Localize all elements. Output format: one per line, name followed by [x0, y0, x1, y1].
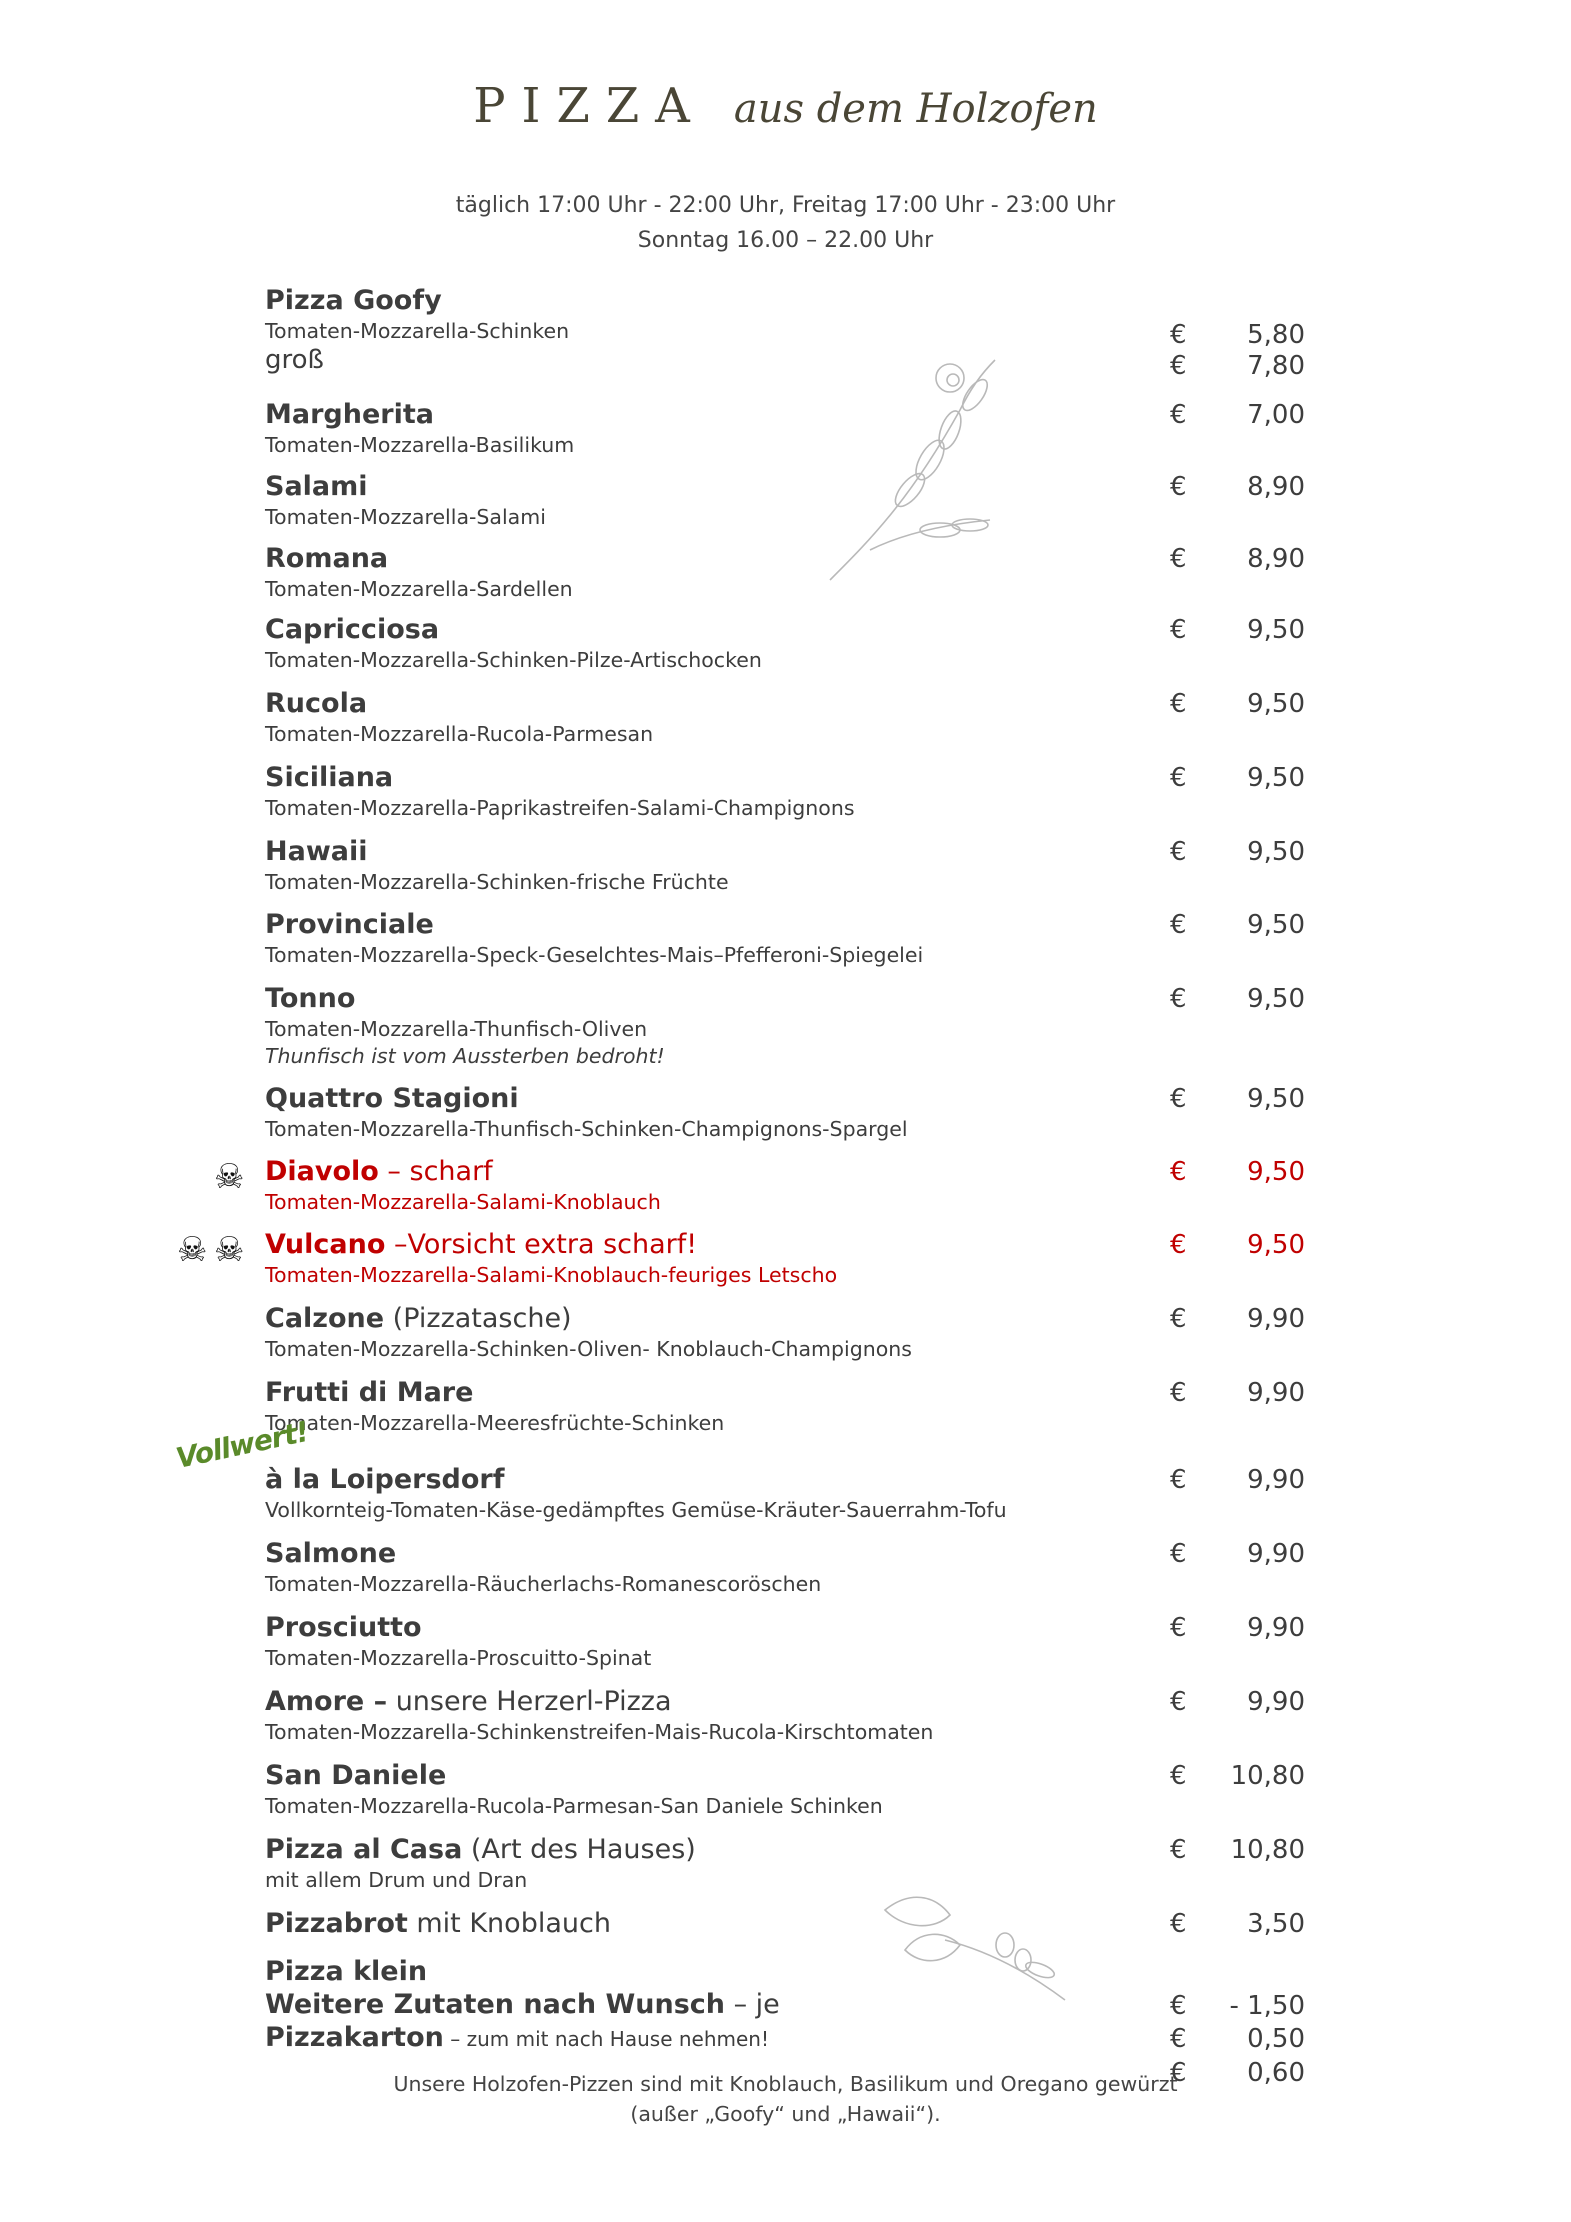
menu-item: [265, 908, 1305, 969]
menu-item-extra: unsere Herzerl-Pizza: [387, 1686, 672, 1717]
menu-item-title: Amore –: [265, 1686, 388, 1717]
menu-item-title: Capricciosa: [265, 614, 440, 645]
currency-symbol: €: [1170, 689, 1187, 719]
menu-item-title: Rucola: [265, 688, 368, 719]
menu-item-title: Salmone: [265, 1538, 397, 1569]
extra-item-title: Pizza klein: [265, 1956, 428, 1987]
extra-item-title: Weitere Zutaten nach Wunsch: [265, 1989, 725, 2020]
menu-item: [265, 398, 1305, 459]
extra-item-note: – je: [725, 1989, 780, 2020]
skull-crossbones-icon: ☠: [214, 1157, 245, 1197]
menu-item: [265, 542, 1305, 603]
currency-symbol: €: [1170, 984, 1187, 1014]
menu-item-description: Tomaten-Mozzarella-Sardellen: [265, 577, 573, 601]
currency-symbol: €: [1170, 1835, 1187, 1865]
menu-item: [265, 470, 1305, 531]
vollwert-badge: Vollwert!: [173, 1414, 311, 1475]
menu-item-description: Tomaten-Mozzarella-Salami: [265, 505, 546, 529]
currency-symbol: €: [1170, 472, 1187, 502]
currency-symbol: €: [1170, 2058, 1187, 2088]
menu-item-description: Tomaten-Mozzarella-Schinken-frische Früchte: [265, 870, 729, 894]
menu-item-price: 9,90: [1247, 1304, 1305, 1334]
skull-crossbones-icon: ☠: [177, 1230, 208, 1270]
menu-item-price: 9,50: [1247, 615, 1305, 645]
menu-item-price: 9,50: [1247, 1230, 1305, 1260]
menu-item: [265, 1082, 1305, 1143]
menu-item-description: Tomaten-Mozzarella-Thunfisch-Schinken-Champignons-Spargel: [265, 1117, 908, 1141]
menu-item-title: Romana: [265, 543, 389, 574]
menu-item: [265, 761, 1305, 822]
currency-symbol: €: [1170, 2024, 1187, 2054]
currency-symbol: €: [1170, 1230, 1187, 1260]
currency-symbol: €: [1170, 837, 1187, 867]
menu-item-description: Tomaten-Mozzarella-Schinken-Pilze-Artischocken: [265, 648, 762, 672]
menu-item-extra: (Pizzatasche): [384, 1303, 572, 1334]
extra-item-name: [265, 2021, 1305, 2056]
menu-item-title: Provinciale: [265, 909, 434, 940]
menu-item-price: 9,90: [1247, 1465, 1305, 1495]
menu-item-price: 7,00: [1247, 400, 1305, 430]
menu-header: [0, 78, 1571, 134]
menu-item-description: Tomaten-Mozzarella-Salami-Knoblauch-feuriges Letscho: [265, 1263, 838, 1287]
menu-item-description: Tomaten-Mozzarella-Meeresfrüchte-Schinken: [265, 1411, 725, 1435]
currency-symbol: €: [1170, 1991, 1187, 2021]
menu-item-price: 9,90: [1247, 1613, 1305, 1643]
currency-symbol: €: [1170, 1157, 1187, 1187]
currency-symbol: €: [1170, 400, 1187, 430]
menu-item: [265, 1228, 1305, 1289]
menu-item-price: 9,50: [1247, 1157, 1305, 1187]
menu-item-price: 9,90: [1247, 1539, 1305, 1569]
menu-item-size-price: 7,80: [1247, 351, 1305, 381]
page-title: PIZZA: [473, 78, 706, 134]
menu-item-price: 9,50: [1247, 1084, 1305, 1114]
menu-item-title: Diavolo: [265, 1156, 379, 1187]
extra-item-price: 0,60: [1247, 2058, 1305, 2088]
menu-item: [265, 1833, 1305, 1894]
extra-item-name: [265, 1988, 1305, 2022]
extra-item-price: 0,50: [1247, 2024, 1305, 2054]
menu-item-description: Tomaten-Mozzarella-Speck-Geselchtes-Mais–Pfefferoni-Spiegelei: [265, 943, 924, 967]
menu-item-title: Siciliana: [265, 762, 394, 793]
menu-item-price: 3,50: [1247, 1909, 1305, 1939]
menu-item-price: 5,80: [1247, 320, 1305, 350]
currency-symbol: €: [1170, 351, 1187, 381]
currency-symbol: €: [1170, 1304, 1187, 1334]
menu-item: [265, 284, 1305, 381]
menu-item-title: Salami: [265, 471, 368, 502]
menu-item: [265, 613, 1305, 674]
menu-item-price: 9,90: [1247, 1378, 1305, 1408]
menu-item-title: Quattro Stagioni: [265, 1083, 519, 1114]
currency-symbol: €: [1170, 320, 1187, 350]
menu-item-description: Tomaten-Mozzarella-Basilikum: [265, 433, 575, 457]
menu-item: [265, 1759, 1305, 1820]
menu-item-title: Pizza Goofy: [265, 285, 442, 316]
menu-item: [265, 1376, 1305, 1437]
menu-item: [265, 1537, 1305, 1598]
menu-item: [265, 1685, 1305, 1746]
menu-item-description: Tomaten-Mozzarella-Räucherlachs-Romanescoröschen: [265, 1572, 822, 1596]
extra-item-title: Pizzakarton: [265, 2022, 444, 2053]
menu-item-title: à la Loipersdorf: [265, 1464, 505, 1495]
menu-item-price: 10,80: [1230, 1835, 1305, 1865]
menu-item-description: Tomaten-Mozzarella-Salami-Knoblauch: [265, 1190, 661, 1214]
menu-item-price: 9,50: [1247, 910, 1305, 940]
menu-item-price: 8,90: [1247, 472, 1305, 502]
menu-item-price: 10,80: [1230, 1761, 1305, 1791]
menu-item-description: mit allem Drum und Dran: [265, 1868, 528, 1892]
currency-symbol: €: [1170, 1613, 1187, 1643]
menu-item-description: Tomaten-Mozzarella-Rucola-Parmesan-San Daniele Schinken: [265, 1794, 883, 1818]
menu-item-extra: –Vorsicht extra scharf!: [385, 1229, 698, 1260]
menu-item-title: Frutti di Mare: [265, 1377, 474, 1408]
footer-note-line2: (außer „Goofy“ und „Hawaii“).: [630, 2102, 941, 2126]
extra-item-note: – zum mit nach Hause nehmen!: [443, 2027, 769, 2051]
menu-item: [265, 687, 1305, 748]
menu-item-description: Tomaten-Mozzarella-Proscuitto-Spinat: [265, 1646, 652, 1670]
currency-symbol: €: [1170, 1761, 1187, 1791]
page-subtitle: aus dem Holzofen: [733, 86, 1098, 132]
extra-item-name: [265, 1955, 1305, 1989]
menu-item-price: 9,50: [1247, 984, 1305, 1014]
menu-item-note: Thunfisch ist vom Aussterben bedroht!: [265, 1044, 665, 1068]
skull-crossbones-icon: ☠: [214, 1230, 245, 1270]
currency-symbol: €: [1170, 910, 1187, 940]
menu-item-title: Pizza al Casa: [265, 1834, 463, 1865]
currency-symbol: €: [1170, 1687, 1187, 1717]
menu-item-size-label: groß: [265, 345, 324, 375]
menu-item-title: Vulcano: [265, 1229, 386, 1260]
menu-item: [265, 1302, 1305, 1363]
currency-symbol: €: [1170, 1084, 1187, 1114]
menu-item-price: 9,90: [1247, 1687, 1305, 1717]
menu-item-title: San Daniele: [265, 1760, 447, 1791]
currency-symbol: €: [1170, 1539, 1187, 1569]
menu-item-title: Tonno: [265, 983, 356, 1014]
menu-item-title: Margherita: [265, 399, 434, 430]
menu-item-description: Vollkornteig-Tomaten-Käse-gedämpftes Gemüse-Kräuter-Sauerrahm-Tofu: [265, 1498, 1007, 1522]
menu-item: [265, 982, 1305, 1070]
opening-hours-line1: täglich 17:00 Uhr - 22:00 Uhr, Freitag 17:00 Uhr - 23:00 Uhr: [455, 193, 1116, 218]
opening-hours-line2: Sonntag 16.00 – 22.00 Uhr: [637, 228, 934, 253]
currency-symbol: €: [1170, 1909, 1187, 1939]
menu-item-price: 9,50: [1247, 763, 1305, 793]
menu-item-title: Hawaii: [265, 836, 368, 867]
currency-symbol: €: [1170, 544, 1187, 574]
currency-symbol: €: [1170, 1465, 1187, 1495]
currency-symbol: €: [1170, 763, 1187, 793]
menu-item: [265, 1611, 1305, 1672]
menu-item-title: Prosciutto: [265, 1612, 422, 1643]
menu-item: [265, 1155, 1305, 1216]
menu-item-description: Tomaten-Mozzarella-Schinkenstreifen-Mais-Rucola-Kirschtomaten: [265, 1720, 934, 1744]
currency-symbol: €: [1170, 1378, 1187, 1408]
currency-symbol: €: [1170, 615, 1187, 645]
menu-item-description: Tomaten-Mozzarella-Schinken: [265, 319, 570, 343]
menu-item: [265, 835, 1305, 896]
footer-note-line1: Unsere Holzofen-Pizzen sind mit Knoblauch, Basilikum und Oregano gewürzt: [393, 2072, 1178, 2096]
menu-item-extra: mit Knoblauch: [407, 1908, 611, 1939]
menu-item-extra: – scharf: [378, 1156, 493, 1187]
menu-item-description: Tomaten-Mozzarella-Rucola-Parmesan: [265, 722, 654, 746]
menu-item: [265, 1907, 1305, 1941]
menu-item-description: Tomaten-Mozzarella-Schinken-Oliven- Knoblauch-Champignons: [265, 1337, 912, 1361]
menu-item-description: Tomaten-Mozzarella-Paprikastreifen-Salami-Champignons: [265, 796, 855, 820]
menu-item-extra: (Art des Hauses): [462, 1834, 696, 1865]
menu-item-price: 9,50: [1247, 837, 1305, 867]
menu-item-price: 9,50: [1247, 689, 1305, 719]
extra-item-price: - 1,50: [1229, 1991, 1305, 2021]
menu-item-title: Calzone: [265, 1303, 385, 1334]
menu-item-description: Tomaten-Mozzarella-Thunfisch-Oliven: [265, 1017, 648, 1041]
menu-item-title: Pizzabrot: [265, 1908, 408, 1939]
menu-item-name: [265, 284, 1305, 318]
menu-item-price: 8,90: [1247, 544, 1305, 574]
menu-item: [265, 1463, 1305, 1524]
